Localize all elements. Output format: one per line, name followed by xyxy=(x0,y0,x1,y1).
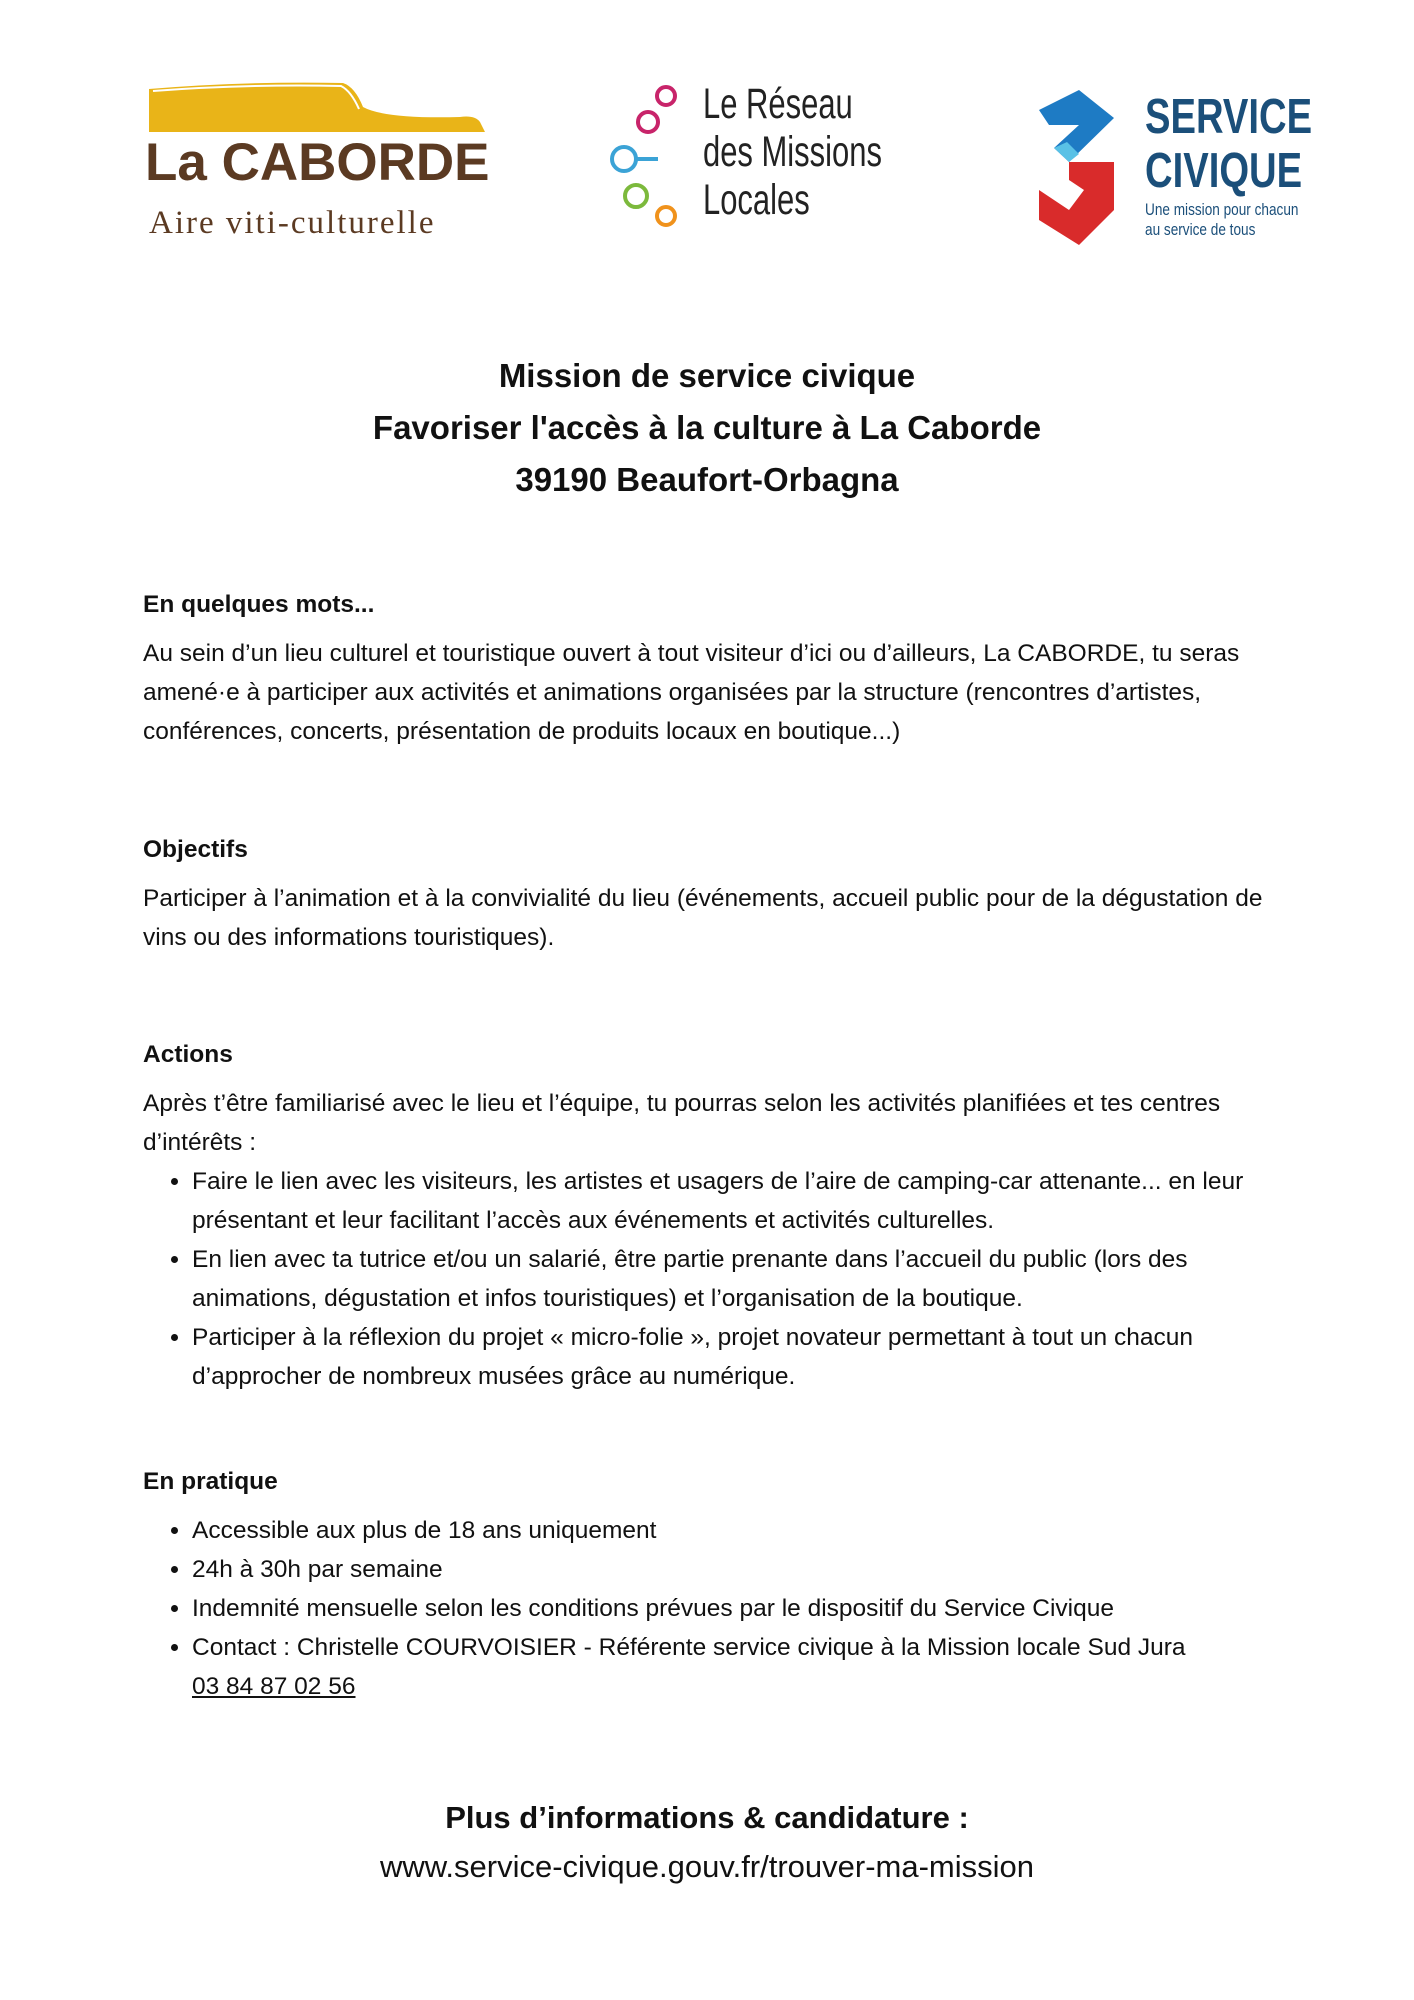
section-text: Participer à l’animation et à la convivialité du lieu (événements, accueil public pour de la dégustation de vins ou des informations touristiques). xyxy=(143,885,1263,951)
service-civique-logo-line: CIVIQUE xyxy=(1145,144,1303,198)
section-heading: En pratique xyxy=(143,1468,278,1495)
reseau-logo-line: Locales xyxy=(703,176,810,224)
caborde-logo-tagline: Aire viti-culturelle xyxy=(149,205,436,241)
section-objectifs xyxy=(143,830,1293,957)
section-heading: En quelques mots... xyxy=(143,591,375,618)
title-line: 39190 Beaufort-Orbagna xyxy=(515,461,899,498)
list-item: • Indemnité mensuelle selon les conditions prévues par le dispositif du Service Civique xyxy=(192,1589,1293,1628)
reseau-logo-line: Le Réseau xyxy=(703,80,853,128)
reseau-logo-line: des Missions xyxy=(703,128,882,176)
list-item: • Faire le lien avec les visiteurs, les artistes et usagers de l’aire de camping-car attenante... en leur présentant et leur facilitant l’accès aux événements et activités culturelles. xyxy=(192,1162,1293,1240)
mission-title xyxy=(0,350,1414,506)
title-line: Favoriser l'accès à la culture à La Caborde xyxy=(372,409,1042,446)
title-line: Mission de service civique xyxy=(498,357,916,394)
section-text: Après t’être familiarisé avec le lieu et l’équipe, tu pourras selon les activités planifiées et tes centres d’intérêts : xyxy=(143,1090,1221,1156)
list-item: • En lien avec ta tutrice et/ou un salarié, être partie prenante dans l’accueil du public (lors des animations, dégustation et infos touristiques) et l’organisation de la boutique. xyxy=(192,1240,1293,1318)
list-item xyxy=(192,1628,1293,1706)
list-item: • 24h à 30h par semaine xyxy=(192,1550,1293,1589)
caborde-roof-icon xyxy=(145,77,490,137)
section-actions xyxy=(143,1035,1293,1396)
section-heading: Objectifs xyxy=(143,836,248,863)
footer-heading: Plus d’informations & candidature : xyxy=(445,1800,969,1835)
service-civique-s-icon xyxy=(1039,90,1119,245)
footer-url-link[interactable]: www.service-civique.gouv.fr/trouver-ma-mission xyxy=(379,1849,1035,1884)
list-item: • Participer à la réflexion du projet « micro-folie », projet novateur permettant à tout un chacun d’approcher de nombreux musées grâce au numérique. xyxy=(192,1318,1293,1396)
la-caborde-logo xyxy=(145,77,490,247)
section-text: Au sein d’un lieu culturel et touristique ouvert à tout visiteur d’ici ou d’ailleurs, La CABORDE, tu seras amené·e à participer aux activités et animations organisées par la structure (rencontres d’artistes, conférences, concerts, présentation de produits locaux en boutique...) xyxy=(143,640,1240,745)
footer xyxy=(0,1793,1414,1891)
service-civique-logo-line: SERVICE xyxy=(1145,90,1313,144)
caborde-logo-name: La CABORDE xyxy=(145,133,490,192)
section-heading: Actions xyxy=(143,1041,233,1068)
section-intro xyxy=(143,585,1293,751)
service-civique-tagline: au service de tous xyxy=(1145,220,1256,239)
service-civique-tagline: Une mission pour chacun xyxy=(1145,200,1299,219)
contact-phone-link[interactable]: 03 84 87 02 56 xyxy=(192,1673,356,1700)
section-pratique xyxy=(143,1462,1293,1706)
reseau-missions-locales-logo xyxy=(608,80,928,234)
contact-text: Contact : Christelle COURVOISIER - Référente service civique à la Mission locale Sud Jura xyxy=(192,1634,1186,1661)
list-item: • Accessible aux plus de 18 ans uniquement xyxy=(192,1511,1293,1550)
reseau-circles-icon xyxy=(608,84,693,234)
service-civique-logo xyxy=(1039,90,1314,245)
